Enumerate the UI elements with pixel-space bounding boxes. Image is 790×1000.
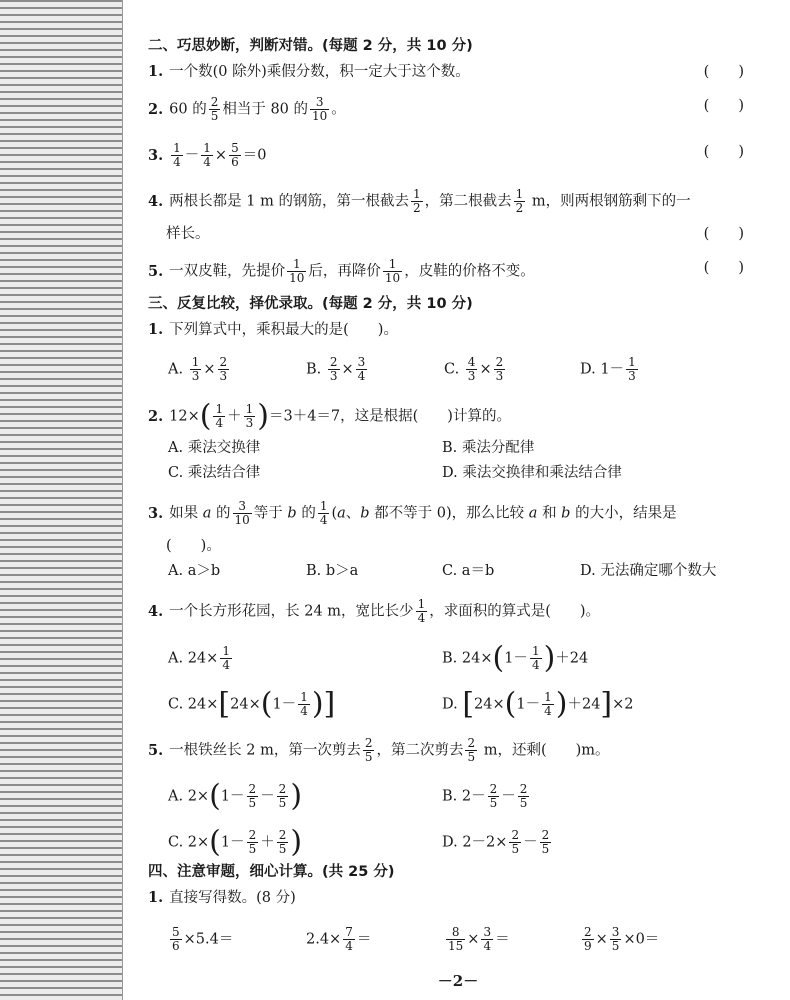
question-number: 5.	[148, 262, 164, 280]
option-a[interactable]: A. 24× $\frac{1}{4}$	[168, 644, 230, 672]
binding-margin-stripes	[0, 0, 122, 1000]
answer-paren[interactable]: ( )	[703, 260, 744, 276]
operator: －	[184, 147, 200, 164]
option-a[interactable]: A. 2×(1－ $\frac{2}{5}$ － $\frac{2}{5}$ )	[168, 778, 303, 814]
option-c[interactable]: C. 24×[24×(1－ $\frac{1}{4}$ )]	[168, 686, 336, 722]
option-b[interactable]: B. 2－ $\frac{2}{5}$ － $\frac{2}{5}$	[442, 782, 528, 810]
fraction: $\frac{1}{4}$	[203, 141, 211, 169]
choice-question-1	[148, 320, 768, 340]
section-3-heading: 三、反复比较，择优录取。(每题 2 分，共 10 分)	[148, 296, 473, 312]
question-number: 3.	[148, 146, 164, 164]
question-number: 1.	[148, 889, 164, 906]
question-text: 下列算式中，乘积最大的是( )。	[169, 322, 398, 338]
expression-3[interactable]: $\frac{8}{15}$ × $\frac{3}{4}$ ＝	[448, 925, 510, 953]
choice-question-4: 4. 一个长方形花园，长 24 m，宽比长少 $\frac{1}{4}$ ，求面积的算式是( )。	[148, 597, 601, 625]
option-d[interactable]: D. 2－2× $\frac{2}{5}$ － $\frac{2}{5}$	[442, 828, 550, 856]
option-b[interactable]: B. 乘法分配律	[442, 440, 535, 456]
text: 后，再降价	[308, 263, 381, 280]
judge-question-3	[148, 142, 768, 169]
judge-question-4-line2	[148, 224, 768, 244]
fraction: $\frac{5}{6}$	[231, 141, 239, 169]
option-d[interactable]: D. 乘法交换律和乘法结合律	[442, 465, 622, 481]
answer-paren[interactable]: ( )	[703, 64, 744, 80]
expression-1[interactable]: $\frac{5}{6}$ ×5.4＝	[172, 925, 234, 953]
section-4-heading: 四、注意审题，细心计算。(共 25 分)	[148, 864, 395, 880]
question-text: 一个数(0 除外)乘假分数，积一定大于这个数。	[169, 64, 470, 80]
judge-question-2	[148, 96, 768, 123]
option-d[interactable]: D. 无法确定哪个数大	[580, 563, 717, 579]
text: 相当于 80 的	[222, 101, 309, 118]
question-number: 2.	[148, 407, 164, 425]
judge-question-5	[148, 258, 768, 285]
question-number: 1.	[148, 63, 164, 80]
question-text: 直接写得数。(8 分)	[169, 890, 296, 906]
option-b[interactable]: B. $\frac{2}{3}$ × $\frac{3}{4}$	[306, 355, 366, 383]
fraction: $\frac{1}{2}$	[412, 187, 421, 215]
choice-question-3-line2: ( )。	[166, 538, 221, 554]
answer-paren[interactable]: ( )	[703, 226, 744, 242]
text: m，则两根钢筋剩下的一	[527, 193, 691, 210]
choice-question-3: 3. 如果 a 的 $\frac{3}{10}$ 等于 b 的 $\frac{1}{4}$ (a、b 都不等于 0)，那么比较 a 和 b 的大小，结果是	[148, 499, 677, 527]
option-b[interactable]: B. b＞a	[306, 563, 359, 579]
expression-4[interactable]: $\frac{2}{9}$ × $\frac{3}{5}$ ×0＝	[584, 925, 660, 953]
text: ，皮鞋的价格不变。	[404, 263, 535, 280]
option-d[interactable]: D. [24×(1－ $\frac{1}{4}$ )＋24]×2	[442, 686, 634, 722]
text: 60 的	[169, 101, 207, 118]
text: 两根长都是 1 m 的钢筋，第一根截去	[169, 193, 409, 210]
fraction: $\frac{3}{10}$	[312, 95, 328, 123]
text: 一双皮鞋，先提价	[169, 263, 286, 280]
section-2-heading: 二、巧思妙断，判断对错。(每题 2 分，共 10 分)	[148, 38, 473, 54]
fraction: $\frac{1}{10}$	[384, 257, 401, 285]
option-c[interactable]: C. $\frac{4}{3}$ × $\frac{2}{3}$	[444, 355, 504, 383]
option-c[interactable]: C. 2×(1－ $\frac{2}{5}$ ＋ $\frac{2}{5}$ )	[168, 824, 303, 860]
text: 。	[331, 101, 346, 118]
text: 样长。	[166, 226, 210, 242]
choice-question-2: 2. 12×( $\frac{1}{4}$ ＋ $\frac{1}{3}$ )＝3＋4＝7，这是根据( )计算的。	[148, 398, 511, 434]
option-c[interactable]: C. a＝b	[442, 563, 495, 579]
fraction: $\frac{2}{5}$	[210, 95, 219, 123]
option-a[interactable]: A. 乘法交换律	[168, 440, 261, 456]
option-b[interactable]: B. 24×(1－ $\frac{1}{4}$ )＋24	[442, 640, 589, 676]
expression-2[interactable]: 2.4× $\frac{7}{4}$ ＝	[306, 925, 372, 953]
question-number: 4.	[148, 192, 164, 210]
option-a[interactable]: A. a＞b	[168, 563, 221, 579]
question-number: 3.	[148, 504, 164, 522]
answer-paren[interactable]: ( )	[703, 144, 744, 160]
worksheet-page	[148, 0, 768, 1000]
margin-divider	[122, 0, 123, 1000]
page-number: －2－	[437, 972, 479, 990]
choice-question-5: 5. 一根铁丝长 2 m，第一次剪去 $\frac{2}{5}$ ，第二次剪去 $\frac{2}{5}$ m，还剩( )m。	[148, 736, 610, 764]
question-number: 5.	[148, 741, 164, 759]
answer-paren[interactable]: ( )	[703, 98, 744, 114]
text: ，第二根截去	[424, 193, 512, 210]
judge-question-1	[148, 62, 768, 82]
fraction: $\frac{1}{4}$	[173, 141, 181, 169]
question-number: 4.	[148, 602, 164, 620]
operator: ×	[214, 147, 228, 164]
fraction: $\frac{1}{2}$	[515, 187, 524, 215]
option-c[interactable]: C. 乘法结合律	[168, 465, 261, 481]
option-a[interactable]: A. $\frac{1}{3}$ × $\frac{2}{3}$	[168, 355, 228, 383]
question-number: 2.	[148, 100, 164, 118]
fraction: $\frac{1}{10}$	[289, 257, 305, 285]
calc-question-1	[148, 888, 768, 908]
judge-question-4	[148, 188, 768, 215]
question-number: 1.	[148, 321, 164, 338]
text: ＝0	[242, 147, 267, 164]
option-d[interactable]: D. 1－ $\frac{1}{3}$	[580, 355, 636, 383]
